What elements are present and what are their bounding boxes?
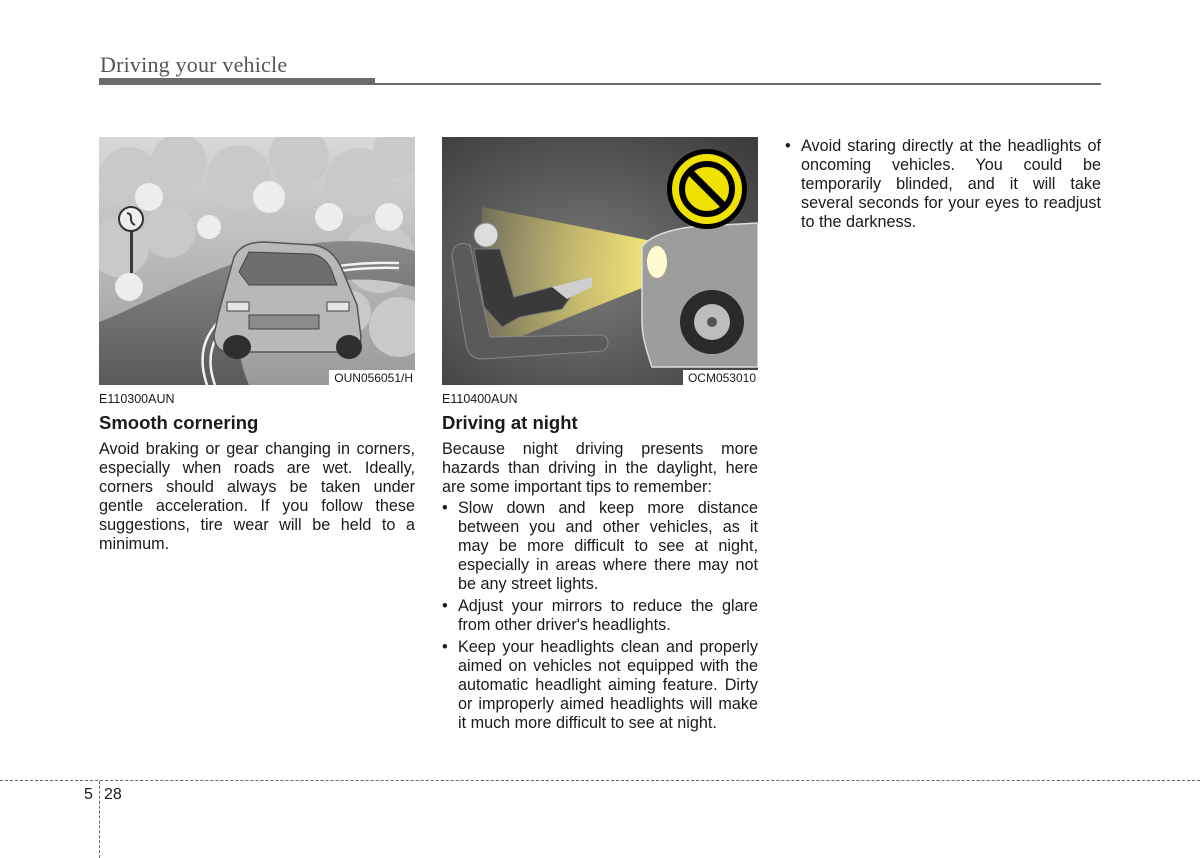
chapter-number: 5 (84, 786, 93, 803)
cornering-car-image (99, 137, 415, 385)
list-item: • Slow down and keep more distance between you and other vehicles, as it may be more difficult to see at night, especially in areas where there may not be any street lights. (442, 499, 758, 594)
headlight-glare-list (785, 137, 1101, 232)
section-code-middle: E110400AUN (442, 392, 518, 406)
night-driving-illustration (442, 137, 758, 385)
list-item: • Keep your headlights clean and properly aimed on vehicles not equipped with the automatic headlight aiming feature. Dirty or improperly aimed headlights will make it much more difficult to see at night. (442, 638, 758, 733)
page-number: 28 (104, 786, 122, 803)
footer-dashed-divider (99, 781, 100, 858)
header-rule-thin (99, 83, 1101, 85)
night-driving-tips-list (442, 499, 758, 733)
column-left (99, 137, 415, 554)
driving-at-night-intro: Because night driving presents more hazards than driving in the daylight, here are some important tips to remember: (442, 440, 758, 496)
column-middle (442, 137, 758, 736)
figure-code-left: OUN056051/H (329, 370, 415, 385)
column-right (785, 135, 1101, 235)
cornering-illustration (99, 137, 415, 385)
section-code-left: E110300AUN (99, 392, 175, 406)
list-item: • Avoid staring directly at the headlights of oncoming vehicles. You could be temporarily blinded, and it will take several seconds for your eyes to readjust to the darkness. (785, 137, 1101, 232)
section-title-smooth-cornering: Smooth cornering (99, 412, 259, 433)
running-header-title: Driving your vehicle (100, 52, 288, 77)
smooth-cornering-body: Avoid braking or gear changing in corners, especially when roads are wet. Ideally, corners should always be taken under gentle acceleration. If you follow these suggestions, tire wear will be held to a minimum. (99, 440, 415, 553)
list-item: • Adjust your mirrors to reduce the glare from other driver's headlights. (442, 597, 758, 635)
figure-code-middle: OCM053010 (683, 370, 758, 385)
night-glare-image (442, 137, 758, 385)
section-title-driving-at-night: Driving at night (442, 412, 578, 433)
footer-dashed-rule (0, 780, 1200, 781)
